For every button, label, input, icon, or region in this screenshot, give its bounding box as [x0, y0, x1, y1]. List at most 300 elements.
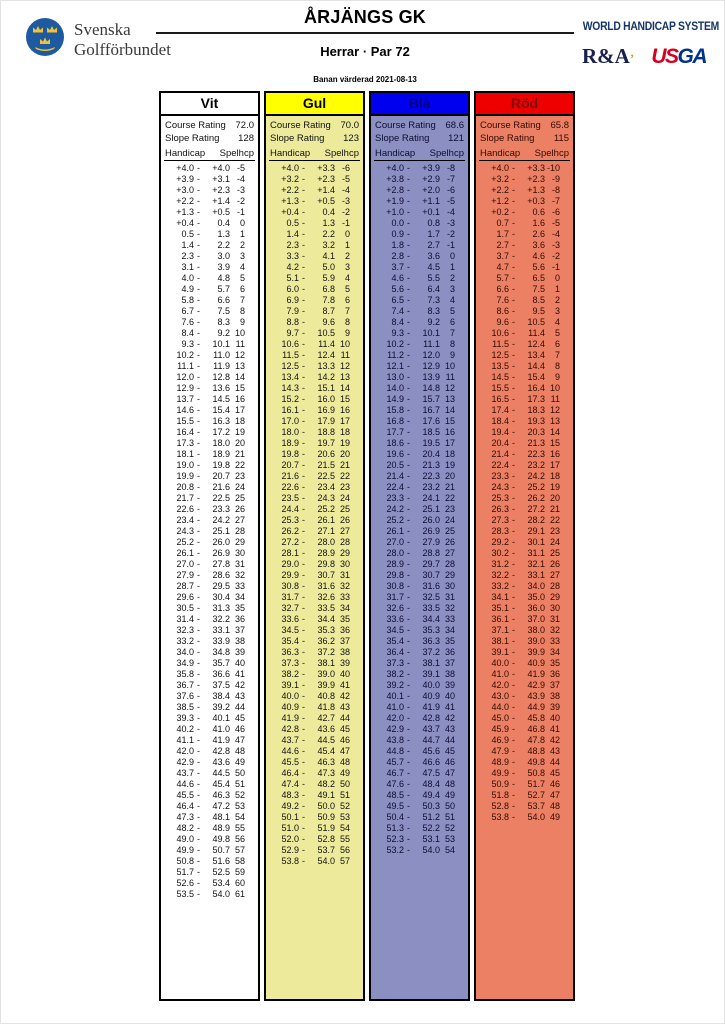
handicap-row: 27.3 - 28.2 22: [491, 515, 560, 525]
handicap-row: +2.2 - +1.4 -2: [176, 196, 245, 206]
handicap-row: 17.4 - 18.3 12: [491, 405, 560, 415]
page-subtitle: Herrar · Par 72: [320, 44, 410, 59]
handicap-row: 24.3 - 25.1 28: [176, 526, 245, 536]
course-rating-label: Course Rating: [375, 120, 436, 131]
document-header: [156, 7, 574, 84]
handicap-row: 35.4 - 36.3 35: [386, 636, 455, 646]
handicap-row: 19.8 - 20.6 20: [281, 449, 350, 459]
handicap-row: 47.9 - 48.8 43: [491, 746, 560, 756]
handicap-row: 23.3 - 24.2 18: [491, 471, 560, 481]
handicap-row: 50.1 - 50.9 53: [281, 812, 350, 822]
handicap-row: 19.0 - 19.8 22: [176, 460, 245, 470]
handicap-row: 23.5 - 24.3 24: [281, 493, 350, 503]
handicap-row: 51.7 - 52.5 59: [176, 867, 245, 877]
course-rating-label: Course Rating: [270, 120, 331, 131]
handicap-row: 30.2 - 31.1 25: [491, 548, 560, 558]
handicap-row: 9.7 - 10.5 9: [286, 328, 350, 338]
handicap-row: +3.9 - +3.1 -4: [176, 174, 245, 184]
tee-name: Gul: [266, 93, 363, 116]
handicap-row: 18.4 - 19.3 13: [491, 416, 560, 426]
handicap-row: 26.2 - 27.1 27: [281, 526, 350, 536]
handicap-row: 48.5 - 49.4 49: [386, 790, 455, 800]
handicap-row: 0.5 - 1.3 -1: [286, 218, 350, 228]
handicap-row: 48.2 - 48.9 55: [176, 823, 245, 833]
handicap-col-label: Handicap: [270, 148, 311, 159]
slope-rating-label: Slope Rating: [270, 133, 325, 144]
handicap-row: 10.2 - 11.1 8: [386, 339, 455, 349]
handicap-row: 53.8 - 54.0 49: [491, 812, 560, 822]
handicap-row: +3.2 - +2.3 -5: [281, 174, 350, 184]
handicap-row: +0.4 - 0.4 -2: [281, 207, 350, 217]
handicap-row: 38.5 - 39.2 44: [176, 702, 245, 712]
handicap-row: 33.6 - 34.4 33: [386, 614, 455, 624]
handicap-row: 18.9 - 19.7 19: [281, 438, 350, 448]
handicap-row: 29.8 - 30.7 29: [386, 570, 455, 580]
handicap-row: 3.3 - 4.1 2: [286, 251, 350, 261]
handicap-row: 36.3 - 37.2 38: [281, 647, 350, 657]
handicap-row: 34.1 - 35.0 29: [491, 592, 560, 602]
handicap-row: 20.5 - 21.3 19: [386, 460, 455, 470]
handicap-row: 51.3 - 52.2 52: [386, 823, 455, 833]
handicap-row: 45.7 - 46.6 46: [386, 757, 455, 767]
handicap-row: 45.5 - 46.3 48: [281, 757, 350, 767]
handicap-row: 48.9 - 49.8 44: [491, 757, 560, 767]
handicap-row: 49.0 - 49.8 56: [176, 834, 245, 844]
handicap-row: 28.7 - 29.5 33: [176, 581, 245, 591]
spelhcp-col-label: Spelhcp: [429, 148, 464, 159]
handicap-row: 15.5 - 16.3 18: [176, 416, 245, 426]
handicap-row: 53.5 - 54.0 61: [176, 889, 245, 899]
handicap-row: 6.9 - 7.8 6: [286, 295, 350, 305]
slope-rating-value: 115: [553, 133, 569, 144]
handicap-row: 45.0 - 45.8 40: [491, 713, 560, 723]
handicap-row: 51.0 - 51.9 54: [281, 823, 350, 833]
handicap-row: 0.7 - 1.6 -5: [496, 218, 560, 228]
handicap-row: 27.9 - 28.6 32: [176, 570, 245, 580]
handicap-row: 52.0 - 52.8 55: [281, 834, 350, 844]
handicap-row: 44.0 - 44.9 39: [491, 702, 560, 712]
handicap-row: 13.4 - 14.2 13: [281, 372, 350, 382]
handicap-row: 30.8 - 31.6 32: [281, 581, 350, 591]
handicap-row: 45.5 - 46.3 52: [176, 790, 245, 800]
handicap-row: 46.7 - 47.5 47: [386, 768, 455, 778]
handicap-row: 11.5 - 12.4 6: [492, 339, 560, 349]
handicap-row: 44.6 - 45.4 47: [281, 746, 350, 756]
handicap-row: +1.3 - +0.5 -1: [176, 207, 245, 217]
handicap-row: 5.1 - 5.9 4: [286, 273, 350, 283]
course-rating-value: 70.0: [340, 120, 359, 131]
handicap-row: 0.0 - 0.8 -3: [391, 218, 455, 228]
handicap-row: 52.8 - 53.7 48: [491, 801, 560, 811]
handicap-row: 40.2 - 41.0 46: [176, 724, 245, 734]
handicap-row: 29.6 - 30.4 34: [176, 592, 245, 602]
handicap-row: 3.1 - 3.9 4: [181, 262, 245, 272]
tee-table-bl: [369, 91, 470, 1001]
handicap-row: 7.9 - 8.7 7: [286, 306, 350, 316]
handicap-row: 9.6 - 10.5 4: [496, 317, 560, 327]
handicap-col-label: Handicap: [165, 148, 206, 159]
handicap-row: 19.4 - 20.3 14: [491, 427, 560, 437]
handicap-row: 14.0 - 14.8 12: [386, 383, 455, 393]
handicap-row: 7.6 - 8.3 9: [181, 317, 245, 327]
handicap-row: 1.7 - 2.6 -4: [496, 229, 560, 239]
sgf-logo: [25, 17, 171, 62]
handicap-row: 3.7 - 4.6 -2: [496, 251, 560, 261]
handicap-row: 6.7 - 7.5 8: [181, 306, 245, 316]
handicap-row: 51.8 - 52.7 47: [491, 790, 560, 800]
handicap-row: 8.4 - 9.2 6: [391, 317, 455, 327]
handicap-row: 21.4 - 22.3 20: [386, 471, 455, 481]
handicap-row: 12.0 - 12.8 14: [176, 372, 245, 382]
handicap-row: 43.7 - 44.5 46: [281, 735, 350, 745]
handicap-row: 12.5 - 13.4 7: [491, 350, 560, 360]
handicap-row: 44.8 - 45.6 45: [386, 746, 455, 756]
handicap-row: 25.2 - 26.0 24: [386, 515, 455, 525]
handicap-row: 7.4 - 8.3 5: [391, 306, 455, 316]
slope-rating-value: 128: [238, 133, 254, 144]
handicap-col-label: Handicap: [375, 148, 416, 159]
handicap-row: 39.1 - 39.9 41: [281, 680, 350, 690]
handicap-row: 28.9 - 29.7 28: [386, 559, 455, 569]
handicap-row: 11.1 - 11.9 13: [177, 361, 245, 371]
handicap-row: 16.8 - 17.6 15: [386, 416, 455, 426]
handicap-row: 8.4 - 9.2 10: [181, 328, 245, 338]
handicap-row: 8.6 - 9.5 3: [496, 306, 560, 316]
handicap-row: 42.0 - 42.9 37: [491, 680, 560, 690]
handicap-row: 50.4 - 51.2 51: [386, 812, 455, 822]
handicap-row: 53.8 - 54.0 57: [281, 856, 350, 866]
handicap-row: 26.3 - 27.2 21: [491, 504, 560, 514]
handicap-row: 13.5 - 14.4 8: [491, 361, 560, 371]
handicap-row: 36.1 - 37.0 31: [491, 614, 560, 624]
spelhcp-col-label: Spelhcp: [219, 148, 254, 159]
handicap-row: 30.5 - 31.3 35: [176, 603, 245, 613]
handicap-row: 19.9 - 20.7 23: [176, 471, 245, 481]
handicap-row: 28.0 - 28.8 27: [386, 548, 455, 558]
handicap-row: 23.4 - 24.2 27: [176, 515, 245, 525]
tee-name: Blå: [371, 93, 468, 116]
handicap-row: 52.6 - 53.4 60: [176, 878, 245, 888]
handicap-row: 5.7 - 6.5 0: [496, 273, 560, 283]
column-headers: [269, 147, 360, 161]
handicap-row: 5.8 - 6.6 7: [181, 295, 245, 305]
handicap-row: 2.3 - 3.0 3: [181, 251, 245, 261]
handicap-row: 13.7 - 14.5 16: [176, 394, 245, 404]
handicap-row: 19.6 - 20.4 18: [386, 449, 455, 459]
slope-rating-value: 121: [448, 133, 464, 144]
usga-logo: USGA: [651, 45, 706, 68]
handicap-row: 33.2 - 33.9 38: [176, 636, 245, 646]
handicap-row: 43.7 - 44.5 50: [176, 768, 245, 778]
handicap-row: 43.8 - 44.7 44: [386, 735, 455, 745]
tee-name: Vit: [161, 93, 258, 116]
column-headers: [479, 147, 570, 161]
handicap-row: 21.7 - 22.5 25: [176, 493, 245, 503]
handicap-row: 35.4 - 36.2 37: [281, 636, 350, 646]
tee-table-vit: [159, 91, 260, 1001]
handicap-row: 50.9 - 51.7 46: [491, 779, 560, 789]
handicap-row: 18.6 - 19.5 17: [386, 438, 455, 448]
handicap-row: 7.6 - 8.5 2: [496, 295, 560, 305]
handicap-row: 12.1 - 12.9 10: [386, 361, 455, 371]
handicap-row: 40.0 - 40.9 35: [491, 658, 560, 668]
handicap-row: 10.2 - 11.0 12: [176, 350, 245, 360]
handicap-row: 16.1 - 16.9 16: [281, 405, 350, 415]
handicap-row: 49.5 - 50.3 50: [386, 801, 455, 811]
handicap-row: 52.9 - 53.7 56: [281, 845, 350, 855]
handicap-row: 35.8 - 36.6 41: [176, 669, 245, 679]
handicap-row: +2.8 - +2.0 -6: [386, 185, 455, 195]
handicap-row: 15.8 - 16.7 14: [386, 405, 455, 415]
handicap-row: 31.4 - 32.2 36: [176, 614, 245, 624]
handicap-row: 3.7 - 4.5 1: [391, 262, 455, 272]
handicap-row: 42.9 - 43.6 49: [176, 757, 245, 767]
handicap-row: +3.0 - +2.3 -3: [176, 185, 245, 195]
handicap-row: 25.2 - 26.0 29: [176, 537, 245, 547]
handicap-row: 37.3 - 38.1 39: [281, 658, 350, 668]
handicap-row: 22.6 - 23.3 26: [176, 504, 245, 514]
tee-table-gul: [264, 91, 365, 1001]
handicap-row: 37.6 - 38.4 43: [176, 691, 245, 701]
handicap-row: 33.6 - 34.4 35: [281, 614, 350, 624]
handicap-row: 27.0 - 27.8 31: [176, 559, 245, 569]
handicap-row: 25.3 - 26.2 20: [491, 493, 560, 503]
handicap-row: 26.1 - 26.9 30: [176, 548, 245, 558]
handicap-row: 8.8 - 9.6 8: [286, 317, 350, 327]
handicap-row: 30.8 - 31.6 30: [386, 581, 455, 591]
handicap-col-label: Handicap: [480, 148, 521, 159]
course-rating-label: Course Rating: [165, 120, 226, 131]
handicap-row: 24.2 - 25.1 23: [386, 504, 455, 514]
handicap-row: 20.7 - 21.5 21: [281, 460, 350, 470]
handicap-row: +1.9 - +1.1 -5: [386, 196, 455, 206]
handicap-row: 44.6 - 45.4 51: [176, 779, 245, 789]
handicap-row: 6.5 - 7.3 4: [391, 295, 455, 305]
handicap-row: 16.5 - 17.3 11: [491, 394, 560, 404]
tee-table-rd: [474, 91, 575, 1001]
page-title: ÅRJÄNGS GK: [303, 7, 426, 27]
handicap-row: +1.2 - +0.3 -7: [491, 196, 560, 206]
slope-rating-value: 123: [343, 133, 359, 144]
handicap-row: 50.8 - 51.6 58: [176, 856, 245, 866]
handicap-row: 31.7 - 32.5 31: [386, 592, 455, 602]
handicap-row: 11.2 - 12.0 9: [387, 350, 455, 360]
handicap-row: +4.0 - +4.0 -5: [176, 163, 245, 173]
slope-rating-label: Slope Rating: [165, 133, 220, 144]
handicap-row: 29.0 - 29.8 30: [281, 559, 350, 569]
handicap-row: 40.9 - 41.8 43: [281, 702, 350, 712]
handicap-row: 20.4 - 21.3 15: [491, 438, 560, 448]
handicap-row: 39.3 - 40.1 45: [176, 713, 245, 723]
handicap-row: 38.2 - 39.1 38: [386, 669, 455, 679]
handicap-row: +2.2 - +1.4 -4: [281, 185, 350, 195]
handicap-row: 32.2 - 33.1 27: [491, 570, 560, 580]
handicap-row: 41.1 - 41.9 47: [176, 735, 245, 745]
handicap-row: 32.7 - 33.5 34: [281, 603, 350, 613]
handicap-row: 14.6 - 15.4 17: [176, 405, 245, 415]
handicap-row: 11.5 - 12.4 11: [282, 350, 350, 360]
handicap-row: 42.8 - 43.6 45: [281, 724, 350, 734]
handicap-row: 34.5 - 35.3 36: [281, 625, 350, 635]
handicap-row: 37.1 - 38.0 32: [491, 625, 560, 635]
handicap-row: +1.0 - +0.1 -4: [386, 207, 455, 217]
handicap-row: 4.7 - 5.6 -1: [496, 262, 560, 272]
handicap-row: 4.2 - 5.0 3: [286, 262, 350, 272]
course-rating-label: Course Rating: [480, 120, 541, 131]
handicap-row: +2.2 - +1.3 -8: [491, 185, 560, 195]
handicap-row: 14.3 - 15.1 14: [281, 383, 350, 393]
handicap-row: 10.6 - 11.4 10: [281, 339, 350, 349]
handicap-row: 37.3 - 38.1 37: [386, 658, 455, 668]
spelhcp-col-label: Spelhcp: [324, 148, 359, 159]
handicap-row: 34.5 - 35.3 34: [386, 625, 455, 635]
handicap-row: 39.2 - 40.0 39: [386, 680, 455, 690]
handicap-row: 38.1 - 39.0 33: [491, 636, 560, 646]
handicap-row: 32.6 - 33.5 32: [386, 603, 455, 613]
handicap-row: 29.9 - 30.7 31: [281, 570, 350, 580]
handicap-row: 33.2 - 34.0 28: [491, 581, 560, 591]
handicap-row: 48.3 - 49.1 51: [281, 790, 350, 800]
handicap-row: 4.9 - 5.7 6: [181, 284, 245, 294]
handicap-row: 53.2 - 54.0 54: [386, 845, 455, 855]
handicap-row: 31.2 - 32.1 26: [491, 559, 560, 569]
handicap-row: 5.6 - 6.4 3: [391, 284, 455, 294]
spelhcp-col-label: Spelhcp: [534, 148, 569, 159]
handicap-row: +0.4 - 0.4 0: [176, 218, 245, 228]
handicap-row: 42.9 - 43.7 43: [386, 724, 455, 734]
handicap-row: 28.1 - 28.9 29: [281, 548, 350, 558]
handicap-row: 32.3 - 33.1 37: [176, 625, 245, 635]
handicap-row: 40.0 - 40.8 42: [281, 691, 350, 701]
handicap-row: 49.9 - 50.7 57: [176, 845, 245, 855]
handicap-row: 38.2 - 39.0 40: [281, 669, 350, 679]
handicap-rows: [161, 161, 258, 900]
handicap-row: +1.3 - +0.5 -3: [281, 196, 350, 206]
column-headers: [164, 147, 255, 161]
handicap-row: 46.4 - 47.2 53: [176, 801, 245, 811]
handicap-row: 27.0 - 27.9 26: [386, 537, 455, 547]
handicap-row: 47.3 - 48.1 54: [176, 812, 245, 822]
handicap-row: 31.7 - 32.6 33: [281, 592, 350, 602]
sgf-name: Svenska Golfförbundet: [74, 19, 171, 59]
handicap-row: 18.0 - 18.8 18: [281, 427, 350, 437]
handicap-row: 1.4 - 2.2 2: [181, 240, 245, 250]
handicap-row: 26.1 - 26.9 25: [386, 526, 455, 536]
handicap-row: 46.9 - 47.8 42: [491, 735, 560, 745]
handicap-row: +4.0 - +3.3 -10: [491, 163, 560, 173]
whs-logo-block: [576, 21, 719, 69]
handicap-row: 22.4 - 23.2 21: [386, 482, 455, 492]
handicap-rows: [266, 161, 363, 867]
handicap-row: 49.9 - 50.8 45: [491, 768, 560, 778]
handicap-row: 29.2 - 30.1 24: [491, 537, 560, 547]
tee-name: Röd: [476, 93, 573, 116]
handicap-rows: [371, 161, 468, 856]
handicap-row: 39.1 - 39.9 34: [491, 647, 560, 657]
handicap-row: 9.3 - 10.1 7: [391, 328, 455, 338]
slope-rating-label: Slope Rating: [375, 133, 430, 144]
handicap-row: 14.9 - 15.7 13: [386, 394, 455, 404]
handicap-row: 34.0 - 34.8 39: [176, 647, 245, 657]
handicap-row: +4.0 - +3.9 -8: [386, 163, 455, 173]
tee-tables: [159, 91, 575, 1001]
handicap-row: 21.6 - 22.5 22: [281, 471, 350, 481]
handicap-row: 6.6 - 7.5 1: [496, 284, 560, 294]
rating-date-note: Banan värderad 2021-08-13: [313, 75, 417, 84]
handicap-row: 42.0 - 42.8 42: [386, 713, 455, 723]
handicap-row: 49.2 - 50.0 52: [281, 801, 350, 811]
handicap-row: 24.3 - 25.2 19: [491, 482, 560, 492]
handicap-row: 40.1 - 40.9 40: [386, 691, 455, 701]
handicap-row: +4.0 - +3.3 -6: [281, 163, 350, 173]
handicap-row: 22.4 - 23.2 17: [491, 460, 560, 470]
handicap-row: 42.0 - 42.8 48: [176, 746, 245, 756]
handicap-row: 17.7 - 18.5 16: [386, 427, 455, 437]
handicap-row: +0.2 - 0.6 -6: [491, 207, 560, 217]
handicap-row: 36.4 - 37.2 36: [386, 647, 455, 657]
handicap-row: 21.4 - 22.3 16: [491, 449, 560, 459]
handicap-row: 25.3 - 26.1 26: [281, 515, 350, 525]
handicap-row: +3.8 - +2.9 -7: [386, 174, 455, 184]
handicap-row: 41.0 - 41.9 36: [491, 669, 560, 679]
handicap-row: 1.8 - 2.7 -1: [391, 240, 455, 250]
slope-rating-label: Slope Rating: [480, 133, 535, 144]
handicap-row: 23.3 - 24.1 22: [386, 493, 455, 503]
handicap-row: 17.0 - 17.9 17: [281, 416, 350, 426]
handicap-row: 43.0 - 43.9 38: [491, 691, 560, 701]
handicap-row: 12.5 - 13.3 12: [281, 361, 350, 371]
title-divider: [156, 32, 574, 34]
handicap-row: 16.4 - 17.2 19: [176, 427, 245, 437]
handicap-row: 47.4 - 48.2 50: [281, 779, 350, 789]
handicap-row: +3.2 - +2.3 -9: [491, 174, 560, 184]
course-rating-value: 68.6: [445, 120, 464, 131]
ra-logo: R&A’: [582, 44, 635, 68]
handicap-row: 15.2 - 16.0 15: [281, 394, 350, 404]
handicap-row: 9.3 - 10.1 11: [181, 339, 245, 349]
sgf-crest-icon: [25, 17, 65, 62]
handicap-row: 41.9 - 42.7 44: [281, 713, 350, 723]
handicap-row: 2.8 - 3.6 0: [391, 251, 455, 261]
handicap-row: 24.4 - 25.2 25: [281, 504, 350, 514]
handicap-row: 0.9 - 1.7 -2: [391, 229, 455, 239]
handicap-row: 0.5 - 1.3 1: [181, 229, 245, 239]
handicap-row: 28.3 - 29.1 23: [491, 526, 560, 536]
handicap-row: 4.0 - 4.8 5: [181, 273, 245, 283]
handicap-row: 35.1 - 36.0 30: [491, 603, 560, 613]
column-headers: [374, 147, 465, 161]
handicap-rows: [476, 161, 573, 823]
handicap-row: 17.3 - 18.0 20: [176, 438, 245, 448]
handicap-row: 10.6 - 11.4 5: [491, 328, 560, 338]
course-rating-value: 65.8: [550, 120, 569, 131]
handicap-row: 27.2 - 28.0 28: [281, 537, 350, 547]
whs-wordmark: WORLD HANDICAP SYSTEM: [582, 21, 719, 33]
handicap-row: 1.4 - 2.2 0: [286, 229, 350, 239]
handicap-row: 36.7 - 37.5 42: [176, 680, 245, 690]
course-rating-value: 72.0: [235, 120, 254, 131]
handicap-row: 52.3 - 53.1 53: [386, 834, 455, 844]
handicap-row: 20.8 - 21.6 24: [176, 482, 245, 492]
handicap-row: 41.0 - 41.9 41: [386, 702, 455, 712]
handicap-row: 14.5 - 15.4 9: [491, 372, 560, 382]
handicap-row: 34.9 - 35.7 40: [176, 658, 245, 668]
handicap-row: 18.1 - 18.9 21: [176, 449, 245, 459]
handicap-row: 4.6 - 5.5 2: [391, 273, 455, 283]
handicap-row: 2.7 - 3.6 -3: [496, 240, 560, 250]
handicap-row: 22.6 - 23.4 23: [281, 482, 350, 492]
handicap-row: 46.4 - 47.3 49: [281, 768, 350, 778]
